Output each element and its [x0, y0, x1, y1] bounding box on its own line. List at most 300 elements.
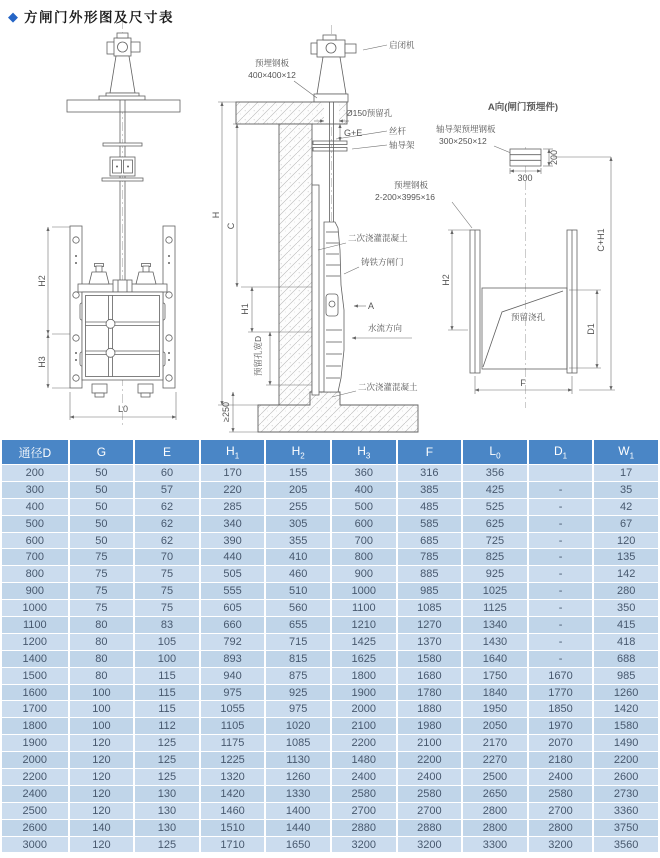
table-row	[2, 599, 658, 616]
table-cell: 625	[461, 515, 527, 532]
table-cell: 2200	[2, 768, 68, 785]
table-cell: 875	[264, 667, 330, 684]
header-cell: $W_1$	[592, 440, 658, 464]
table-cell: 200	[2, 464, 68, 481]
table-cell: 340	[199, 515, 265, 532]
table-cell: 1880	[396, 700, 462, 717]
table-cell: -	[527, 633, 593, 650]
table-cell: 1000	[2, 599, 68, 616]
table-cell: 3560	[592, 836, 658, 853]
table-cell: 925	[264, 684, 330, 701]
table-cell: 35	[592, 481, 658, 498]
dimension-table	[2, 440, 658, 852]
table-cell: 2500	[461, 768, 527, 785]
table-cell: -	[527, 515, 593, 532]
table-cell: 1100	[2, 616, 68, 633]
table-cell: 1020	[264, 717, 330, 734]
table-cell: 100	[133, 650, 199, 667]
dim-l0-front: L0	[117, 404, 129, 414]
table-cell: 1200	[2, 633, 68, 650]
table-cell: 460	[264, 565, 330, 582]
label-wall-plate-1: 预埋钢板	[393, 180, 429, 190]
table-cell: 1490	[592, 734, 658, 751]
table-cell: 2880	[330, 819, 396, 836]
table-cell: 1900	[2, 734, 68, 751]
table-cell: 975	[199, 684, 265, 701]
table-cell: 1420	[199, 785, 265, 802]
table-cell: 83	[133, 616, 199, 633]
table-cell: 1780	[396, 684, 462, 701]
table-cell: 115	[133, 667, 199, 684]
label-guide: 轴导架	[389, 140, 415, 150]
table-cell: 2270	[461, 751, 527, 768]
reserved-opening	[482, 288, 567, 369]
label-cast-gate: 铸铁方闸门	[361, 257, 404, 267]
table-cell: 1000	[330, 582, 396, 599]
table-row	[2, 481, 658, 498]
table-cell: 425	[461, 481, 527, 498]
table-cell: 62	[133, 498, 199, 515]
table-cell: 1260	[264, 768, 330, 785]
table-cell: 2400	[330, 768, 396, 785]
table-header	[2, 440, 658, 464]
dim-hole-width: 预留孔宽D	[253, 335, 263, 377]
table-row	[2, 515, 658, 532]
table-cell: 600	[2, 532, 68, 549]
table-cell: 1100	[330, 599, 396, 616]
table-cell: 70	[133, 548, 199, 565]
table-row	[2, 464, 658, 481]
table-row	[2, 768, 658, 785]
table-cell: 125	[133, 768, 199, 785]
table-cell: 50	[68, 464, 134, 481]
table-cell: 2400	[527, 768, 593, 785]
table-row	[2, 633, 658, 650]
label-embed-plate-1: 预埋钢板	[254, 58, 290, 68]
table-cell: 1460	[199, 802, 265, 819]
table-cell: 1025	[461, 582, 527, 599]
dim-h2-front: H2	[37, 275, 47, 287]
table-cell: 2700	[527, 802, 593, 819]
guide-embed-plate	[510, 149, 541, 166]
table-cell: 1650	[264, 836, 330, 853]
table-cell: 2600	[2, 819, 68, 836]
table-cell: 3300	[461, 836, 527, 853]
table-cell: 1625	[330, 650, 396, 667]
table-cell: 120	[68, 751, 134, 768]
table-cell: 17	[592, 464, 658, 481]
table-cell: 75	[133, 582, 199, 599]
header-cell: $H_1$	[199, 440, 265, 464]
section-view-drawing	[211, 25, 418, 432]
table-cell: 280	[592, 582, 658, 599]
page-title	[8, 6, 174, 26]
table-cell: 585	[396, 515, 462, 532]
label-screw: 丝杆	[389, 126, 407, 136]
table-cell: -	[527, 481, 593, 498]
table-cell: 75	[68, 582, 134, 599]
table-cell: 1430	[461, 633, 527, 650]
table-cell: 560	[264, 599, 330, 616]
table-cell: 400	[2, 498, 68, 515]
header-cell: 通径D	[2, 440, 68, 464]
table-cell: 893	[199, 650, 265, 667]
table-cell: 355	[264, 532, 330, 549]
table-cell: -	[527, 599, 593, 616]
table-cell: 1330	[264, 785, 330, 802]
table-row	[2, 565, 658, 582]
label-hoist: 启闭机	[389, 40, 415, 50]
table-cell: 1770	[527, 684, 593, 701]
table-cell: -	[527, 616, 593, 633]
dim-h2-embed: H2	[441, 274, 451, 286]
table-row	[2, 734, 658, 751]
table-cell: 500	[330, 498, 396, 515]
table-row	[2, 548, 658, 565]
label-pour-hole: 预留浇孔	[511, 312, 546, 322]
table-cell: 42	[592, 498, 658, 515]
table-cell: 130	[133, 785, 199, 802]
table-cell: 62	[133, 515, 199, 532]
table-cell: 1225	[199, 751, 265, 768]
table-cell: 125	[133, 734, 199, 751]
table-cell: 316	[396, 464, 462, 481]
table-row	[2, 700, 658, 717]
table-cell: 120	[68, 768, 134, 785]
table-cell: 800	[330, 548, 396, 565]
table-cell: 1400	[264, 802, 330, 819]
table-cell: 825	[461, 548, 527, 565]
table-cell: 792	[199, 633, 265, 650]
table-cell: 2200	[396, 751, 462, 768]
table-cell: 255	[264, 498, 330, 515]
table-cell: 2200	[592, 751, 658, 768]
table-cell: 700	[2, 548, 68, 565]
table-cell: 2170	[461, 734, 527, 751]
table-cell: 50	[68, 515, 134, 532]
table-cell: 100	[68, 717, 134, 734]
table-cell: 1130	[264, 751, 330, 768]
table-cell: 1085	[264, 734, 330, 751]
table-cell: 140	[68, 819, 134, 836]
table-cell: 2800	[527, 819, 593, 836]
table-cell: 100	[68, 684, 134, 701]
table-cell: 105	[133, 633, 199, 650]
label-guide-plate-2: 300×250×12	[439, 136, 487, 146]
table-cell: 688	[592, 650, 658, 667]
table-cell: 655	[264, 616, 330, 633]
table-cell: 50	[68, 532, 134, 549]
table-cell: 660	[199, 616, 265, 633]
table-cell: 1055	[199, 700, 265, 717]
gate-panel	[82, 292, 163, 380]
table-cell: 2180	[527, 751, 593, 768]
header-cell: $L_0$	[461, 440, 527, 464]
dim-h1: H1	[240, 303, 250, 315]
table-row	[2, 498, 658, 515]
table-cell: 1850	[527, 700, 593, 717]
table-cell: 125	[133, 836, 199, 853]
table-cell: 2580	[527, 785, 593, 802]
dim-f: F	[520, 378, 526, 388]
table-cell: 685	[396, 532, 462, 549]
table-cell: 305	[264, 515, 330, 532]
table-cell: -	[527, 498, 593, 515]
table-cell: 120	[68, 734, 134, 751]
table-cell: 220	[199, 481, 265, 498]
dim-c-h1: C+H1	[596, 228, 606, 252]
dim-h3-front: H3	[37, 356, 47, 368]
front-view-drawing	[37, 20, 180, 428]
table-row	[2, 650, 658, 667]
table-cell: -	[527, 582, 593, 599]
table-cell: 1480	[330, 751, 396, 768]
table-cell: 800	[2, 565, 68, 582]
table-cell: 75	[68, 548, 134, 565]
table-cell: 1440	[264, 819, 330, 836]
table-cell: 75	[133, 599, 199, 616]
table-cell: 985	[592, 667, 658, 684]
table-cell: 2580	[396, 785, 462, 802]
table-cell: 120	[592, 532, 658, 549]
table-cell: -	[527, 650, 593, 667]
dim-200: 200	[549, 149, 559, 166]
dim-c: C	[226, 222, 236, 230]
table-cell: 925	[461, 565, 527, 582]
table-cell: 1800	[2, 717, 68, 734]
table-cell: 1105	[199, 717, 265, 734]
table-row	[2, 717, 658, 734]
header-cell: $D_1$	[527, 440, 593, 464]
table-cell: 80	[68, 667, 134, 684]
table-cell: 3360	[592, 802, 658, 819]
table-cell: 130	[133, 819, 199, 836]
table-cell: 2070	[527, 734, 593, 751]
table-cell: 410	[264, 548, 330, 565]
table-cell: 80	[68, 650, 134, 667]
table-cell: 1900	[330, 684, 396, 701]
label-section-a: A	[368, 301, 375, 311]
table-cell: 1500	[2, 667, 68, 684]
label-embed-plate-2: 400×400×12	[248, 70, 296, 80]
table-cell: 2800	[461, 802, 527, 819]
table-cell: 3750	[592, 819, 658, 836]
table-cell: 2000	[2, 751, 68, 768]
table-cell: 1800	[330, 667, 396, 684]
hoist-actuator-front	[107, 33, 140, 56]
table-cell: 1425	[330, 633, 396, 650]
table-cell: 142	[592, 565, 658, 582]
table-cell: 62	[133, 532, 199, 549]
table-cell: 2650	[461, 785, 527, 802]
dim-300: 300	[517, 173, 533, 183]
dim-ge: G+E	[344, 128, 363, 138]
table-cell: 1210	[330, 616, 396, 633]
table-row	[2, 582, 658, 599]
table-cell: 130	[133, 802, 199, 819]
stem-guide-front	[102, 143, 143, 181]
table-cell: 885	[396, 565, 462, 582]
table-row	[2, 667, 658, 684]
table-body	[2, 464, 658, 852]
table-cell: 1420	[592, 700, 658, 717]
table-row	[2, 616, 658, 633]
table-cell: 1320	[199, 768, 265, 785]
table-cell: 75	[68, 565, 134, 582]
table-cell: 3200	[527, 836, 593, 853]
table-cell: 285	[199, 498, 265, 515]
table-cell: 1270	[396, 616, 462, 633]
table-cell: 170	[199, 464, 265, 481]
table-row	[2, 819, 658, 836]
table-cell: 1400	[2, 650, 68, 667]
table-cell: 715	[264, 633, 330, 650]
table-cell: 3000	[2, 836, 68, 853]
table-cell: 2000	[330, 700, 396, 717]
table-cell: 2050	[461, 717, 527, 734]
table-cell: 2700	[396, 802, 462, 819]
embedded-channels	[470, 230, 577, 373]
table-cell: 120	[68, 802, 134, 819]
table-cell: 112	[133, 717, 199, 734]
table-cell: 2400	[2, 785, 68, 802]
table-cell: 1580	[396, 650, 462, 667]
table-cell: 1950	[461, 700, 527, 717]
table-cell: 350	[592, 599, 658, 616]
table-cell: 1370	[396, 633, 462, 650]
table-row	[2, 785, 658, 802]
table-cell: 205	[264, 481, 330, 498]
table-cell: 115	[133, 700, 199, 717]
table-cell: 1980	[396, 717, 462, 734]
table-cell: 900	[330, 565, 396, 582]
table-cell: 510	[264, 582, 330, 599]
table-cell: 120	[68, 785, 134, 802]
hoist-actuator-section	[311, 35, 356, 57]
table-cell: 900	[2, 582, 68, 599]
table-cell: 975	[264, 700, 330, 717]
table-cell: 1970	[527, 717, 593, 734]
table-cell: 67	[592, 515, 658, 532]
label-hole150: Ø150预留孔	[346, 108, 393, 118]
table-row	[2, 836, 658, 853]
header-cell: E	[133, 440, 199, 464]
table-cell: 120	[68, 836, 134, 853]
header-cell: G	[68, 440, 134, 464]
table-cell: 2200	[330, 734, 396, 751]
table-cell: 1125	[461, 599, 527, 616]
table-cell: 2400	[396, 768, 462, 785]
table-cell: 940	[199, 667, 265, 684]
table-cell: 100	[68, 700, 134, 717]
table-cell: 485	[396, 498, 462, 515]
table-cell: 1340	[461, 616, 527, 633]
table-cell: 135	[592, 548, 658, 565]
table-cell: 2700	[330, 802, 396, 819]
table-cell: 1085	[396, 599, 462, 616]
table-cell: 1640	[461, 650, 527, 667]
table-cell: 400	[330, 481, 396, 498]
table-cell: 360	[330, 464, 396, 481]
table-cell: 1670	[527, 667, 593, 684]
table-cell: 985	[396, 582, 462, 599]
table-cell: 80	[68, 633, 134, 650]
table-cell: 440	[199, 548, 265, 565]
header-cell: F	[396, 440, 462, 464]
table-cell: 115	[133, 684, 199, 701]
label-concrete-1: 二次浇灌混凝土	[348, 233, 408, 243]
table-cell: 1700	[2, 700, 68, 717]
table-cell: 2800	[461, 819, 527, 836]
table-cell: 2600	[592, 768, 658, 785]
table-row	[2, 802, 658, 819]
table-cell: -	[527, 548, 593, 565]
table-cell: 725	[461, 532, 527, 549]
dim-min250: ≥250	[221, 402, 231, 422]
table-cell: 390	[199, 532, 265, 549]
table-cell: 125	[133, 751, 199, 768]
table-cell: 1580	[592, 717, 658, 734]
table-cell: 155	[264, 464, 330, 481]
table-cell: 356	[461, 464, 527, 481]
table-cell: 2580	[330, 785, 396, 802]
table-cell: 815	[264, 650, 330, 667]
table-cell: 75	[68, 599, 134, 616]
table-cell: 2100	[330, 717, 396, 734]
table-row	[2, 684, 658, 701]
table-cell: 415	[592, 616, 658, 633]
concrete-wall	[279, 124, 312, 405]
table-cell: 418	[592, 633, 658, 650]
table-cell: 1260	[592, 684, 658, 701]
table-cell: -	[527, 532, 593, 549]
table-cell: 525	[461, 498, 527, 515]
diamond-icon: ◆	[8, 8, 18, 24]
table-cell: 3200	[330, 836, 396, 853]
table-cell: 80	[68, 616, 134, 633]
table-cell: 505	[199, 565, 265, 582]
table-cell: 2100	[396, 734, 462, 751]
table-cell: 300	[2, 481, 68, 498]
table-cell: 1840	[461, 684, 527, 701]
label-flow-direction: 水流方向	[367, 323, 403, 333]
table-cell: 50	[68, 498, 134, 515]
table-cell: 555	[199, 582, 265, 599]
page-title-text: 方闸门外形图及尺寸表	[24, 10, 174, 25]
table-cell: 1600	[2, 684, 68, 701]
table-cell: 1175	[199, 734, 265, 751]
table-cell: 1680	[396, 667, 462, 684]
table-row	[2, 751, 658, 768]
header-cell: $H_2$	[264, 440, 330, 464]
table-cell: 500	[2, 515, 68, 532]
table-cell: 2500	[2, 802, 68, 819]
table-cell: 1710	[199, 836, 265, 853]
embed-view-title: A向(闸门预埋件)	[487, 102, 559, 113]
table-cell: 785	[396, 548, 462, 565]
table-cell: 50	[68, 481, 134, 498]
label-wall-plate-2: 2-200×3995×16	[374, 192, 436, 202]
table-cell: 700	[330, 532, 396, 549]
table-cell: -	[527, 565, 593, 582]
table-cell: 605	[199, 599, 265, 616]
label-concrete-2: 二次浇灌混凝土	[358, 382, 418, 392]
table-cell: 1510	[199, 819, 265, 836]
table-row	[2, 532, 658, 549]
table-cell: 57	[133, 481, 199, 498]
table-cell: 1750	[461, 667, 527, 684]
header-cell: $H_3$	[330, 440, 396, 464]
